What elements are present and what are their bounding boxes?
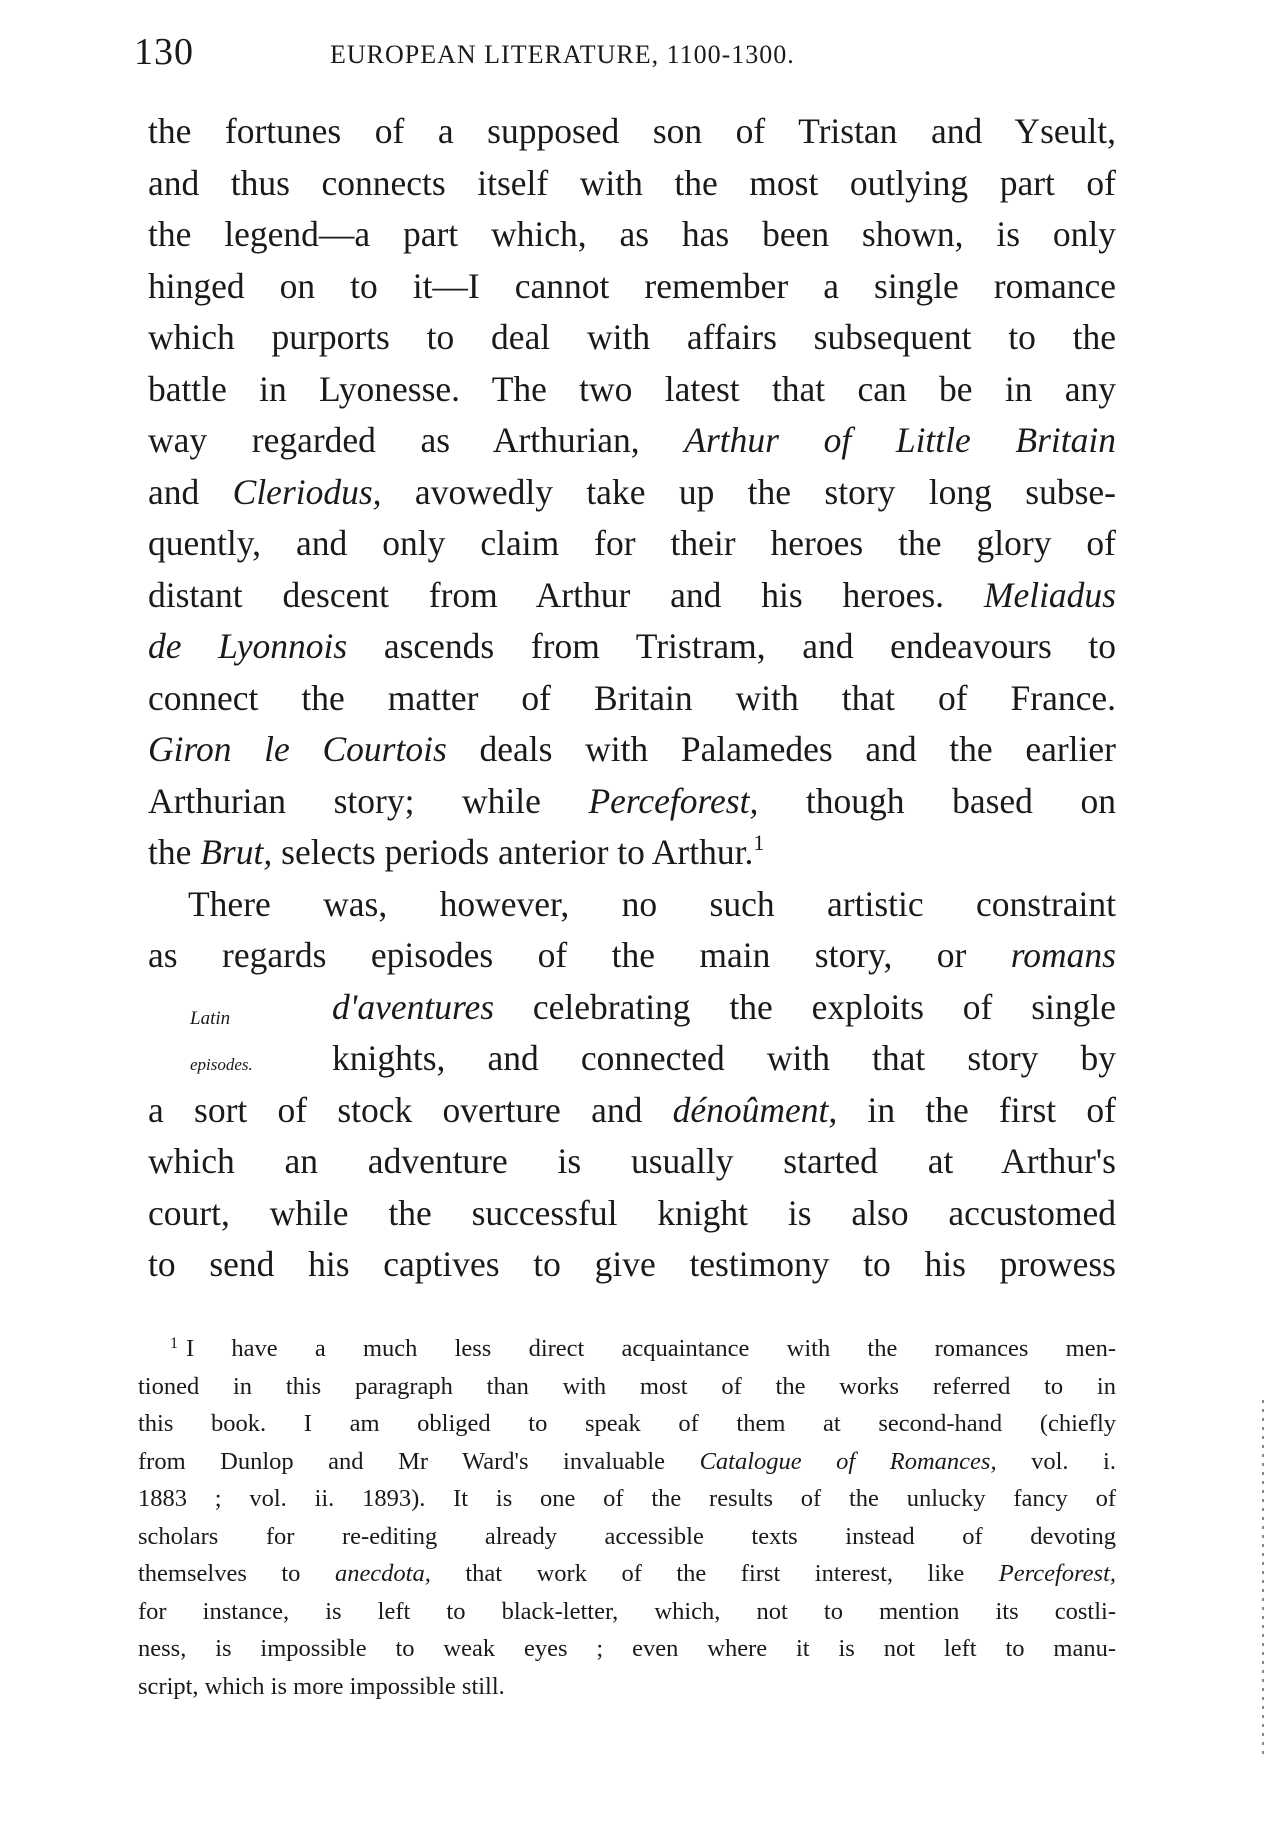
footnote-line [138, 1330, 1116, 1368]
text-span: from Dunlop and Mr Ward's invaluable [138, 1447, 700, 1475]
text-span: Arthurian story; while [148, 780, 589, 821]
text-span: and [148, 471, 233, 512]
text-span: as regards episodes of the main story, or [148, 935, 1011, 975]
text-line [148, 1085, 1116, 1137]
text-line [148, 930, 1116, 982]
title-brut: Brut, [200, 832, 273, 872]
footnote-line: tioned in this paragraph than with most of the works referred to in [138, 1372, 1116, 1400]
text-line [148, 724, 1116, 776]
title-perceforest-footnote: Perceforest, [998, 1560, 1117, 1587]
text-line [148, 776, 1116, 828]
paragraph-1 [148, 106, 1116, 879]
text-line: quently, and only claim for their heroes the glory of [148, 523, 1116, 563]
text-span: vol. i. [996, 1447, 1116, 1475]
term-anecdota: anecdota, [334, 1560, 431, 1587]
footnote-marker: 1 [170, 1335, 178, 1352]
footnote-line: for instance, is left to black-letter, which, not to mention its costli- [138, 1597, 1116, 1625]
text-line: to send his captives to give testimony to his prowess [148, 1244, 1116, 1284]
text-span: distant descent from Arthur and his heroes. [148, 574, 984, 615]
title-giron-le-courtois: Giron le Courtois [148, 729, 447, 769]
text-line: which an adventure is usually started at Arthur's [148, 1141, 1116, 1181]
text-line: the fortunes of a supposed son of Tristan and Yseult, [148, 111, 1116, 151]
text-span: themselves to [138, 1560, 335, 1587]
text-line [148, 415, 1116, 467]
text-span: deals with Palamedes and the earlier [446, 729, 1116, 769]
page-header [134, 30, 1124, 90]
page-number: 130 [134, 31, 194, 73]
text-line: knights, and connected with that story by [332, 1038, 1116, 1078]
page-edge-mark [1262, 1400, 1264, 1760]
footnote-line: scholars for re-editing already accessible texts instead of devoting [138, 1522, 1116, 1550]
text-span: celebrating the exploits of single [494, 986, 1116, 1027]
title-catalogue-of-romances: Catalogue of Romances, [699, 1447, 997, 1475]
text-line [148, 570, 1116, 622]
text-line: connect the matter of Britain with that of France. [148, 677, 1116, 718]
text-line: There was, however, no such artistic constraint [188, 883, 1116, 924]
title-cleriodus: Cleriodus, [232, 471, 382, 512]
text-line: the legend—a part which, as has been shown, is only [148, 214, 1116, 254]
text-line: battle in Lyonesse. The two latest that can be in any [148, 368, 1116, 409]
footnote-line: script, which is more impossible still. [138, 1672, 505, 1700]
text-span: that work of the first interest, like [430, 1560, 999, 1587]
paragraph-2 [148, 879, 1116, 1291]
text-line [148, 982, 1116, 1034]
footnote [138, 1330, 1116, 1705]
title-arthur-of-little-britain: Arthur of Little Britain [684, 420, 1116, 460]
text-span: a sort of stock overture and [148, 1089, 673, 1130]
text-span: though based on [758, 780, 1116, 821]
title-perceforest: Perceforest, [588, 780, 759, 821]
term-denouement: dénoûment, [672, 1089, 838, 1130]
term-romans: romans [1010, 935, 1116, 975]
term-daventures: d'aventures [332, 986, 495, 1027]
text-span: avowedly take up the story long subse- [381, 471, 1116, 512]
sidenote-episodes: episodes. [190, 1055, 253, 1074]
text-line: court, while the successful knight is also accustomed [148, 1192, 1116, 1233]
footnote-line [138, 1443, 1116, 1481]
footnote-reference: 1 [753, 830, 765, 855]
text-line: hinged on to it—I cannot remember a single romance [148, 265, 1116, 306]
sidenote-latin: Latin [190, 1008, 231, 1029]
text-span: ascends from Tristram, and endeavours to [347, 626, 1116, 666]
text-span: way regarded as Arthurian, [148, 420, 685, 460]
title-meliadus: Meliadus [983, 574, 1116, 615]
text-span: in the first of [837, 1089, 1116, 1130]
text-span: I have a much less direct acquaintance with the romances men- [186, 1335, 1116, 1362]
title-de-lyonnois: de Lyonnois [148, 626, 348, 666]
body-text [148, 106, 1116, 1291]
footnote-line [138, 1555, 1116, 1593]
text-span: the [148, 832, 201, 872]
footnote-line: 1883 ; vol. ii. 1893). It is one of the results of the unlucky fancy of [138, 1485, 1116, 1512]
footnote-line: ness, is impossible to weak eyes ; even where it is not left to manu- [138, 1635, 1116, 1662]
text-span: selects periods anterior to Arthur. [272, 832, 754, 872]
text-line: which purports to deal with affairs subsequent to the [148, 317, 1116, 357]
text-line [148, 621, 1116, 673]
running-title: EUROPEAN LITERATURE, 1100-1300. [330, 40, 795, 69]
text-line: and thus connects itself with the most outlying part of [148, 162, 1116, 203]
footnote-line: this book. I am obliged to speak of them at second-hand (chiefly [138, 1410, 1116, 1437]
text-line [148, 467, 1116, 519]
text-line [148, 827, 1116, 879]
